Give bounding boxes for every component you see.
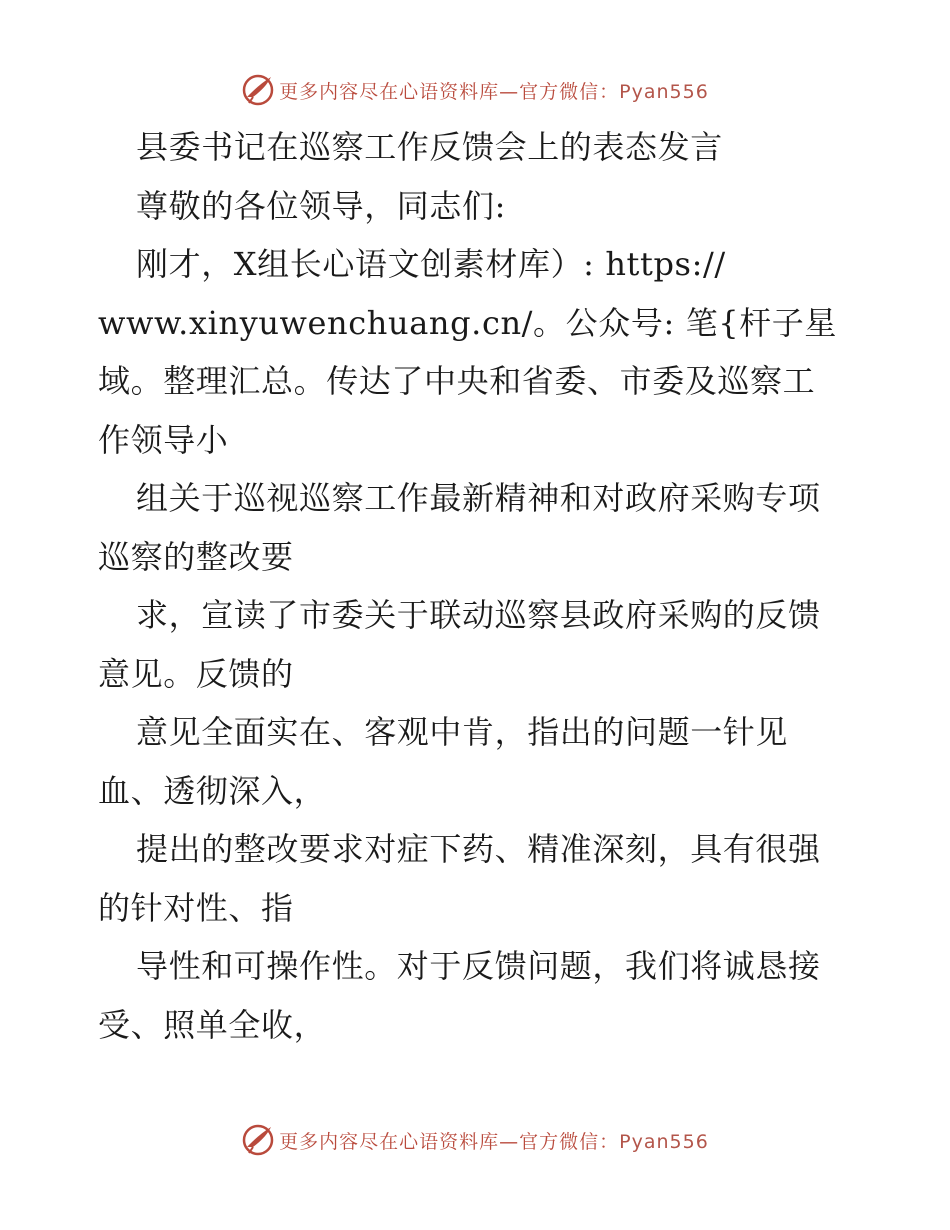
header-watermark — [0, 70, 950, 110]
text-line: 意见。反馈的 — [98, 654, 294, 693]
document-title: 县委书记在巡察工作反馈会上的表态发言 — [136, 128, 723, 166]
text-line: 血、透彻深入， — [98, 771, 327, 810]
text-line: 意见全面实在、客观中肯，指出的问题一针见 — [136, 713, 789, 751]
document-body — [98, 118, 858, 1054]
text-line: www.xinyuwenchuang.cn/。公众号: 笔{杆子星 — [98, 303, 837, 342]
watermark-label: 更多内容尽在心语资料库—官方微信： — [279, 80, 620, 103]
text-line: 巡察的整改要 — [98, 537, 294, 576]
quill-pen-logo-icon — [241, 1123, 275, 1157]
salutation: 尊敬的各位领导，同志们: — [136, 186, 506, 225]
text-line: 刚才，X组长心语文创素材库）: https:// — [136, 245, 726, 283]
watermark-text — [279, 1127, 709, 1154]
wechat-id: Pyan556 — [619, 80, 709, 103]
text-line: 的针对性、指 — [98, 888, 294, 927]
text-line: 组关于巡视巡察工作最新精神和对政府采购专项 — [136, 479, 821, 517]
text-line: 受、照单全收， — [98, 1005, 327, 1044]
text-line: 提出的整改要求对症下药、精准深刻，具有很强 — [136, 830, 821, 868]
text-line: 导性和可操作性。对于反馈问题，我们将诚恳接 — [136, 947, 821, 985]
watermark-label: 更多内容尽在心语资料库—官方微信： — [279, 1130, 620, 1153]
quill-pen-logo-icon — [241, 73, 275, 107]
watermark-text — [279, 77, 709, 104]
text-line: 域。整理汇总。传达了中央和省委、市委及巡察工 — [98, 362, 816, 400]
footer-watermark — [0, 1120, 950, 1160]
text-line: 作领导小 — [98, 420, 229, 459]
wechat-id: Pyan556 — [619, 1130, 709, 1153]
text-line: 求，宣读了市委关于联动巡察县政府采购的反馈 — [136, 596, 821, 634]
